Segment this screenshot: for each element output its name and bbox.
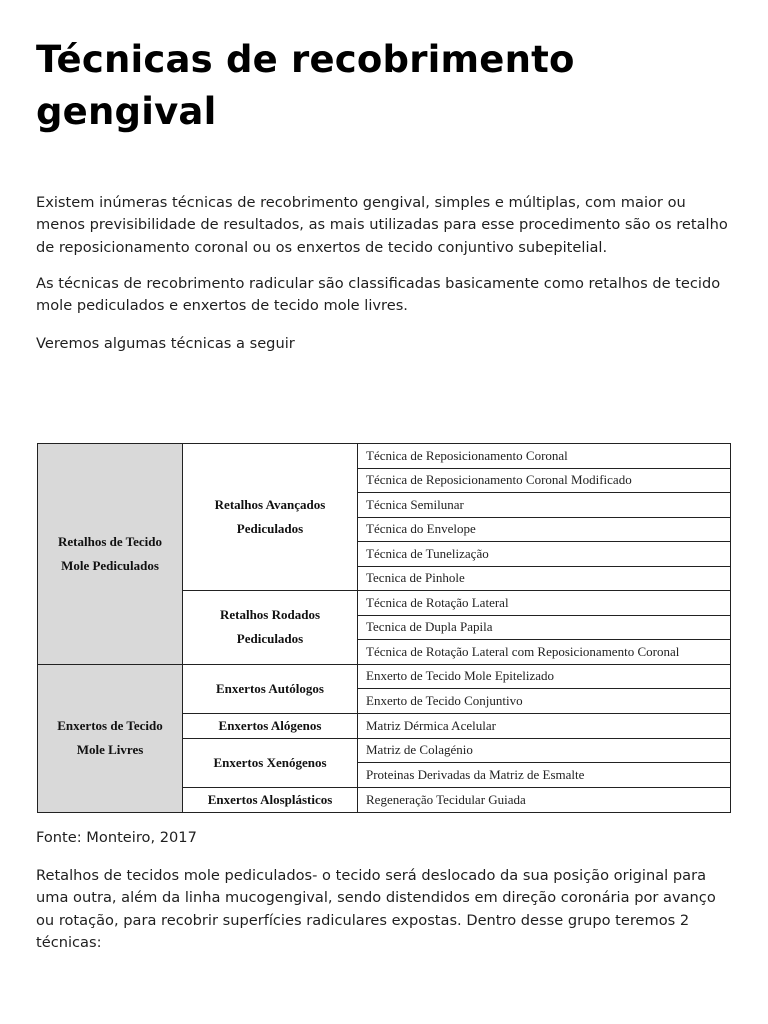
subgroup-label: Enxertos Alosplásticos [183,787,358,812]
figure-crop-edge [37,814,730,816]
subgroup-label: Enxertos Xenógenos [183,738,358,787]
technique-cell: Técnica de Tunelização [358,542,731,567]
techniques-table [37,443,731,813]
table-row [38,444,731,469]
technique-cell: Técnica Semilunar [358,493,731,518]
technique-cell: Técnica de Rotação Lateral com Reposicionamento Coronal [358,640,731,665]
technique-cell: Técnica de Reposicionamento Coronal Modificado [358,468,731,493]
subgroup-label: Retalhos Avançados Pediculados [183,444,358,591]
technique-cell: Técnica de Rotação Lateral [358,591,731,616]
figure-caption: Fonte: Monteiro, 2017 [36,829,197,846]
technique-cell: Enxerto de Tecido Mole Epitelizado [358,664,731,689]
technique-cell: Matriz Dérmica Acelular [358,713,731,738]
technique-cell: Técnica de Reposicionamento Coronal [358,444,731,469]
group-label: Enxertos de Tecido Mole Livres [38,664,183,812]
subgroup-label: Enxertos Alógenos [183,713,358,738]
technique-cell: Enxerto de Tecido Conjuntivo [358,689,731,714]
group-label: Retalhos de Tecido Mole Pediculados [38,444,183,665]
technique-cell: Técnica do Envelope [358,517,731,542]
technique-cell: Proteinas Derivadas da Matriz de Esmalte [358,763,731,788]
pedicled-flaps-paragraph: Retalhos de tecidos mole pediculados- o tecido será deslocado da sua posição original para uma outra, além da linha mucogengival, sendo distendidos em direção coronária por avanço ou rotação, para recobrir superfícies radiculares expostas. Dentro desse grupo teremos 2 técnicas: [36,867,716,951]
technique-cell: Tecnica de Dupla Papila [358,615,731,640]
technique-cell: Tecnica de Pinhole [358,566,731,591]
subgroup-label: Enxertos Autólogos [183,664,358,713]
techniques-table-figure [37,443,730,814]
subgroup-label: Retalhos Rodados Pediculados [183,591,358,665]
classification-paragraph: As técnicas de recobrimento radicular são classificadas basicamente como retalhos de tecido mole pediculados e enxertos de tecido mole livres. [36,275,721,315]
technique-cell: Regeneração Tecidular Guiada [358,787,731,812]
intro-paragraph: Existem inúmeras técnicas de recobrimento gengival, simples e múltiplas, com maior ou menos previsibilidade de resultados, as mais utilizadas para esse procedimento são os retalho de reposicionamento coronal ou os enxertos de tecido conjuntivo subepitelial. [36,194,728,256]
page-title: Técnicas de recobrimento gengival [36,38,575,133]
table-row [38,664,731,689]
technique-cell: Matriz de Colagénio [358,738,731,763]
lead-in-paragraph: Veremos algumas técnicas a seguir [36,335,295,352]
